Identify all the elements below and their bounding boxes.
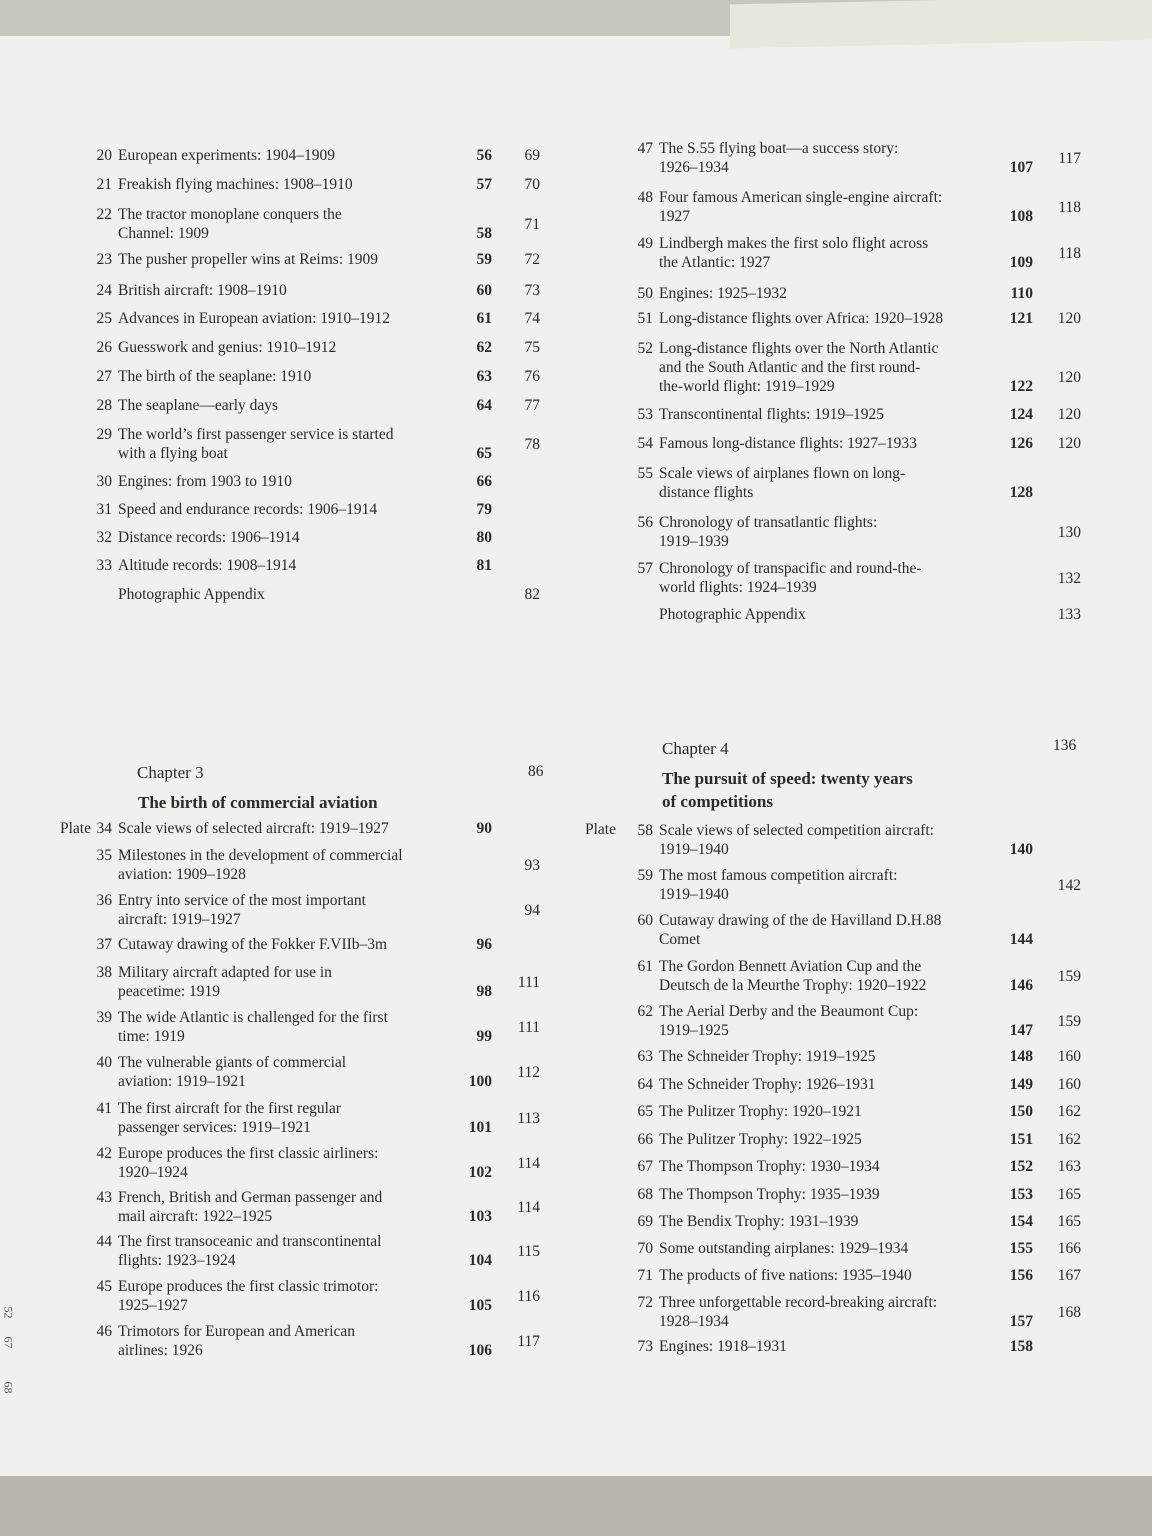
entry-title: airlines: 1926 — [118, 1342, 203, 1359]
entry-number: 66 — [637, 1131, 653, 1148]
entry-number: 53 — [637, 406, 653, 423]
entry-title: Engines: 1918–1931 — [659, 1338, 787, 1355]
page-number: 113 — [517, 1109, 540, 1127]
page-number: 76 — [524, 368, 540, 385]
entry-title: Some outstanding airplanes: 1929–1934 — [659, 1240, 909, 1257]
entry-number: 55 — [637, 465, 653, 482]
entry-title: The Bendix Trophy: 1931–1939 — [659, 1213, 859, 1230]
plate-number: 104 — [468, 1252, 492, 1269]
entry-title: The Schneider Trophy: 1919–1925 — [659, 1048, 876, 1065]
chapter-4-title-line-2: of competitions — [662, 792, 773, 811]
entry-title: 1919–1925 — [659, 1022, 729, 1039]
entry-title: Military aircraft adapted for use in — [118, 964, 332, 981]
plate-number: 60 — [476, 282, 492, 299]
page-number: 166 — [1057, 1240, 1081, 1257]
entry-title: The most famous competition aircraft: — [659, 867, 898, 884]
plate-number: 122 — [1009, 378, 1033, 395]
entry-number: 67 — [637, 1158, 653, 1175]
entry-title: The first aircraft for the first regular — [118, 1100, 341, 1117]
entry-title: Cutaway drawing of the de Havilland D.H.88 — [659, 912, 942, 929]
entry-title: Entry into service of the most important — [118, 892, 366, 909]
entry-number: 72 — [637, 1294, 653, 1311]
entry-title: Four famous American single-engine aircraft: — [659, 189, 943, 206]
plate-number: 146 — [1009, 977, 1033, 994]
plate-number: 148 — [1009, 1048, 1033, 1065]
plate-number: 63 — [476, 368, 492, 385]
entry-number: 44 — [96, 1233, 112, 1250]
plate-number: 106 — [468, 1342, 492, 1359]
entry-number: 38 — [96, 964, 112, 981]
plate-number: 157 — [1009, 1313, 1033, 1330]
entry-title: 1919–1939 — [659, 533, 729, 550]
plate-number: 126 — [1009, 435, 1033, 452]
entry-title: Scale views of selected aircraft: 1919–1927 — [118, 820, 389, 837]
entry-number: 46 — [96, 1323, 112, 1340]
plate-number: 96 — [476, 936, 492, 953]
entry-title: Comet — [659, 931, 701, 948]
entry-title: Lindbergh makes the first solo flight across — [659, 235, 929, 252]
entry-title: the-world flight: 1919–1929 — [659, 378, 835, 395]
page-number: 72 — [524, 251, 540, 268]
entry-title: The wide Atlantic is challenged for the first — [118, 1009, 388, 1026]
entry-number: 37 — [96, 936, 112, 953]
plate-number: 149 — [1009, 1076, 1033, 1093]
entry-number: 20 — [96, 147, 112, 164]
entry-title: aircraft: 1919–1927 — [118, 911, 241, 928]
page-number: 114 — [517, 1198, 540, 1216]
entry-number: 30 — [96, 473, 112, 490]
entry-title: Photographic Appendix — [118, 586, 265, 603]
page-number: 162 — [1057, 1131, 1081, 1148]
margin-number: 52 — [1, 1306, 16, 1319]
entry-title: The Schneider Trophy: 1926–1931 — [659, 1076, 876, 1093]
entry-title: flights: 1923–1924 — [118, 1252, 236, 1269]
plate-column-label-left: Plate — [60, 820, 91, 837]
page-number: 69 — [524, 147, 540, 164]
chapter-4-page: 136 — [1053, 737, 1077, 754]
plate-number: 90 — [476, 820, 492, 837]
entry-title: with a flying boat — [118, 445, 228, 462]
entry-title: Milestones in the development of commercial — [118, 847, 403, 864]
entry-title: Distance records: 1906–1914 — [118, 529, 300, 546]
page-number: 112 — [517, 1063, 540, 1081]
entry-number: 73 — [637, 1338, 653, 1355]
plate-number: 147 — [1009, 1022, 1033, 1039]
entry-number: 40 — [96, 1054, 112, 1071]
page-number: 162 — [1057, 1103, 1081, 1120]
entry-title: The seaplane—early days — [118, 397, 279, 414]
entry-number: 39 — [96, 1009, 112, 1026]
page-number: 167 — [1057, 1267, 1081, 1284]
entry-title: European experiments: 1904–1909 — [118, 147, 335, 164]
chapter-3-label: Chapter 3 — [137, 763, 204, 782]
page-number: 116 — [517, 1287, 540, 1305]
plate-number: 109 — [1009, 254, 1033, 271]
plate-number: 80 — [476, 529, 492, 546]
margin-number: 67 — [1, 1336, 16, 1349]
entry-number: 23 — [96, 251, 112, 268]
entry-title: 1927 — [659, 208, 690, 225]
page-number: 77 — [524, 397, 540, 414]
page-number: 130 — [1057, 523, 1081, 541]
entry-title: The Pulitzer Trophy: 1922–1925 — [659, 1131, 862, 1148]
entry-number: 60 — [637, 912, 653, 929]
entry-number: 33 — [96, 557, 112, 574]
entry-title: 1928–1934 — [659, 1313, 729, 1330]
entry-title: British aircraft: 1908–1910 — [118, 282, 287, 299]
entry-number: 64 — [637, 1076, 653, 1093]
plate-number: 128 — [1009, 484, 1033, 501]
page-number: 70 — [524, 176, 540, 193]
page-number: 120 — [1057, 406, 1081, 423]
entry-number: 22 — [96, 206, 112, 223]
entry-title: Europe produces the first classic airliners: — [118, 1145, 379, 1162]
entry-number: 52 — [637, 340, 653, 357]
entry-title: The tractor monoplane conquers the — [118, 206, 342, 223]
page-number: 132 — [1057, 569, 1081, 587]
page-number: 142 — [1057, 876, 1081, 894]
entry-title: Photographic Appendix — [659, 606, 806, 623]
plate-number: 99 — [476, 1028, 492, 1045]
entry-title: Deutsch de la Meurthe Trophy: 1920–1922 — [659, 977, 927, 994]
entry-title: French, British and German passenger and — [118, 1189, 383, 1206]
chapter-3-page: 86 — [528, 763, 544, 780]
entry-number: 28 — [96, 397, 112, 414]
plate-number: 144 — [1009, 931, 1033, 948]
entry-title: The vulnerable giants of commercial — [118, 1054, 347, 1071]
page-number: 160 — [1057, 1076, 1081, 1093]
plate-number: 121 — [1009, 310, 1033, 327]
entry-title: Famous long-distance flights: 1927–1933 — [659, 435, 917, 452]
entry-title: the Atlantic: 1927 — [659, 254, 771, 271]
plate-number: 79 — [476, 501, 492, 518]
page-number: 165 — [1057, 1213, 1081, 1230]
entry-title: Freakish flying machines: 1908–1910 — [118, 176, 353, 193]
entry-number: 71 — [637, 1267, 653, 1284]
page-number: 93 — [524, 856, 540, 874]
entry-number: 31 — [96, 501, 112, 518]
entry-title: Speed and endurance records: 1906–1914 — [118, 501, 378, 518]
entry-title: 1926–1934 — [659, 159, 729, 176]
plate-number: 102 — [468, 1164, 492, 1181]
entry-number: 62 — [637, 1003, 653, 1020]
entry-title: mail aircraft: 1922–1925 — [118, 1208, 273, 1225]
plate-number: 156 — [1009, 1267, 1033, 1284]
chapter-3-title: The birth of commercial aviation — [138, 793, 378, 812]
entry-number: 42 — [96, 1145, 112, 1162]
plate-number: 100 — [468, 1073, 492, 1090]
plate-number: 101 — [468, 1119, 492, 1136]
entry-title: The birth of the seaplane: 1910 — [118, 368, 312, 385]
page-number: 118 — [1058, 198, 1081, 216]
page-number: 168 — [1057, 1303, 1081, 1321]
plate-number: 154 — [1009, 1213, 1033, 1230]
entry-title: Trimotors for European and American — [118, 1323, 356, 1340]
page-number: 111 — [517, 1018, 540, 1036]
entry-number: 58 — [637, 822, 653, 839]
entry-title: Cutaway drawing of the Fokker F.VIIb–3m — [118, 936, 388, 953]
plate-number: 56 — [476, 147, 492, 164]
page-number: 74 — [524, 310, 540, 327]
plate-number: 152 — [1009, 1158, 1033, 1175]
entry-title: Long-distance flights over the North Atlantic — [659, 340, 939, 357]
entry-title: Altitude records: 1908–1914 — [118, 557, 297, 574]
entry-title: passenger services: 1919–1921 — [118, 1119, 311, 1136]
plate-number: 158 — [1009, 1338, 1033, 1355]
plate-number: 57 — [476, 176, 492, 193]
plate-number: 124 — [1009, 406, 1033, 423]
entry-number: 51 — [637, 310, 653, 327]
plate-number: 110 — [1010, 285, 1033, 302]
plate-number: 105 — [468, 1297, 492, 1314]
page-number: 120 — [1057, 435, 1081, 452]
entry-number: 34 — [96, 820, 112, 837]
page-number: 120 — [1057, 310, 1081, 327]
entry-number: 57 — [637, 560, 653, 577]
entry-number: 29 — [96, 426, 112, 443]
entry-number: 41 — [96, 1100, 112, 1117]
entry-number: 61 — [637, 958, 653, 975]
entry-title: Scale views of airplanes flown on long- — [659, 465, 906, 482]
entry-title: Three unforgettable record-breaking aircraft: — [659, 1294, 938, 1311]
entry-title: The S.55 flying boat—a success story: — [659, 140, 899, 157]
entry-number: 70 — [637, 1240, 653, 1257]
page-number: 94 — [524, 901, 540, 919]
entry-title: Engines: from 1903 to 1910 — [118, 473, 292, 490]
entry-number: 24 — [96, 282, 112, 299]
plate-number: 140 — [1009, 841, 1033, 858]
entry-number: 49 — [637, 235, 653, 252]
chapter-4-title-line-1: The pursuit of speed: twenty years — [662, 769, 913, 788]
entry-number: 35 — [96, 847, 112, 864]
entry-number: 50 — [637, 285, 653, 302]
plate-number: 64 — [476, 397, 492, 414]
entry-title: Chronology of transatlantic flights: — [659, 514, 878, 531]
entry-title: 1925–1927 — [118, 1297, 188, 1314]
page-number: 114 — [517, 1154, 540, 1172]
entry-title: Long-distance flights over Africa: 1920–1928 — [659, 310, 944, 327]
page-number: 159 — [1057, 967, 1081, 985]
entry-title: 1919–1940 — [659, 841, 729, 858]
page-number: 73 — [524, 282, 540, 299]
entry-title: Europe produces the first classic trimotor: — [118, 1278, 379, 1295]
entry-title: Advances in European aviation: 1910–1912 — [118, 310, 391, 327]
entry-number: 59 — [637, 867, 653, 884]
plate-number: 153 — [1009, 1186, 1033, 1203]
entry-title: Scale views of selected competition aircraft: — [659, 822, 935, 839]
plate-number: 59 — [476, 251, 492, 268]
entry-number: 25 — [96, 310, 112, 327]
plate-number: 103 — [468, 1208, 492, 1225]
entry-number: 65 — [637, 1103, 653, 1120]
entry-title: The pusher propeller wins at Reims: 1909 — [118, 251, 379, 268]
plate-number: 155 — [1009, 1240, 1033, 1257]
entry-number: 45 — [96, 1278, 112, 1295]
plate-number: 107 — [1009, 159, 1033, 176]
entry-title: and the South Atlantic and the first round- — [659, 359, 921, 376]
page-number: 111 — [517, 973, 540, 991]
entry-number: 36 — [96, 892, 112, 909]
plate-column-label-right: Plate — [585, 821, 616, 838]
plate-number: 150 — [1009, 1103, 1033, 1120]
plate-number: 98 — [476, 983, 492, 1000]
entry-number: 48 — [637, 189, 653, 206]
page-number: 82 — [524, 586, 540, 603]
entry-title: Engines: 1925–1932 — [659, 285, 787, 302]
entry-title: The first transoceanic and transcontinental — [118, 1233, 382, 1250]
plate-number: 66 — [476, 473, 492, 490]
page-number: 163 — [1057, 1158, 1081, 1175]
entry-number: 56 — [637, 514, 653, 531]
entry-title: Guesswork and genius: 1910–1912 — [118, 339, 337, 356]
entry-title: The products of five nations: 1935–1940 — [659, 1267, 912, 1284]
entry-title: time: 1919 — [118, 1028, 185, 1045]
plate-number: 81 — [476, 557, 492, 574]
entry-number: 68 — [637, 1186, 653, 1203]
page-number: 120 — [1057, 368, 1081, 386]
entry-title: 1920–1924 — [118, 1164, 188, 1181]
page-number: 71 — [524, 215, 540, 233]
entry-title: aviation: 1919–1921 — [118, 1073, 246, 1090]
page-number: 75 — [524, 339, 540, 356]
page-number: 78 — [524, 435, 540, 453]
plate-number: 58 — [476, 225, 492, 242]
page-number: 117 — [1058, 149, 1081, 167]
entry-title: peacetime: 1919 — [118, 983, 220, 1000]
entry-number: 47 — [637, 140, 653, 157]
plate-number: 65 — [476, 445, 492, 462]
entry-number: 32 — [96, 529, 112, 546]
entry-title: The Gordon Bennett Aviation Cup and the — [659, 958, 922, 975]
page-number: 159 — [1057, 1012, 1081, 1030]
plate-number: 108 — [1009, 208, 1033, 225]
entry-title: The world’s first passenger service is started — [118, 426, 394, 443]
entry-title: Channel: 1909 — [118, 225, 209, 242]
chapter-4-label: Chapter 4 — [662, 739, 729, 758]
entry-title: The Pulitzer Trophy: 1920–1921 — [659, 1103, 862, 1120]
entry-number: 54 — [637, 435, 653, 452]
entry-number: 26 — [96, 339, 112, 356]
page-number: 117 — [517, 1332, 540, 1350]
page-bottom-shadow — [0, 1476, 1152, 1536]
plate-number: 151 — [1009, 1131, 1033, 1148]
entry-title: world flights: 1924–1939 — [659, 579, 817, 596]
entry-title: The Thompson Trophy: 1930–1934 — [659, 1158, 880, 1175]
entry-number: 63 — [637, 1048, 653, 1065]
entry-title: 1919–1940 — [659, 886, 729, 903]
entry-title: Chronology of transpacific and round-the- — [659, 560, 922, 577]
plate-number: 61 — [476, 310, 492, 327]
entry-title: aviation: 1909–1928 — [118, 866, 246, 883]
entry-title: The Thompson Trophy: 1935–1939 — [659, 1186, 880, 1203]
page-number: 160 — [1057, 1048, 1081, 1065]
entry-number: 21 — [96, 176, 112, 193]
page-number: 165 — [1057, 1186, 1081, 1203]
entry-title: distance flights — [659, 484, 754, 501]
entry-number: 69 — [637, 1213, 653, 1230]
page-number: 115 — [517, 1242, 540, 1260]
entry-number: 27 — [96, 368, 112, 385]
entry-title: The Aerial Derby and the Beaumont Cup: — [659, 1003, 919, 1020]
plate-number: 62 — [476, 339, 492, 356]
entry-number: 43 — [96, 1189, 112, 1206]
page-number: 133 — [1057, 606, 1081, 623]
margin-number: 68 — [1, 1381, 16, 1394]
entry-title: Transcontinental flights: 1919–1925 — [659, 406, 885, 423]
page-number: 118 — [1058, 244, 1081, 262]
